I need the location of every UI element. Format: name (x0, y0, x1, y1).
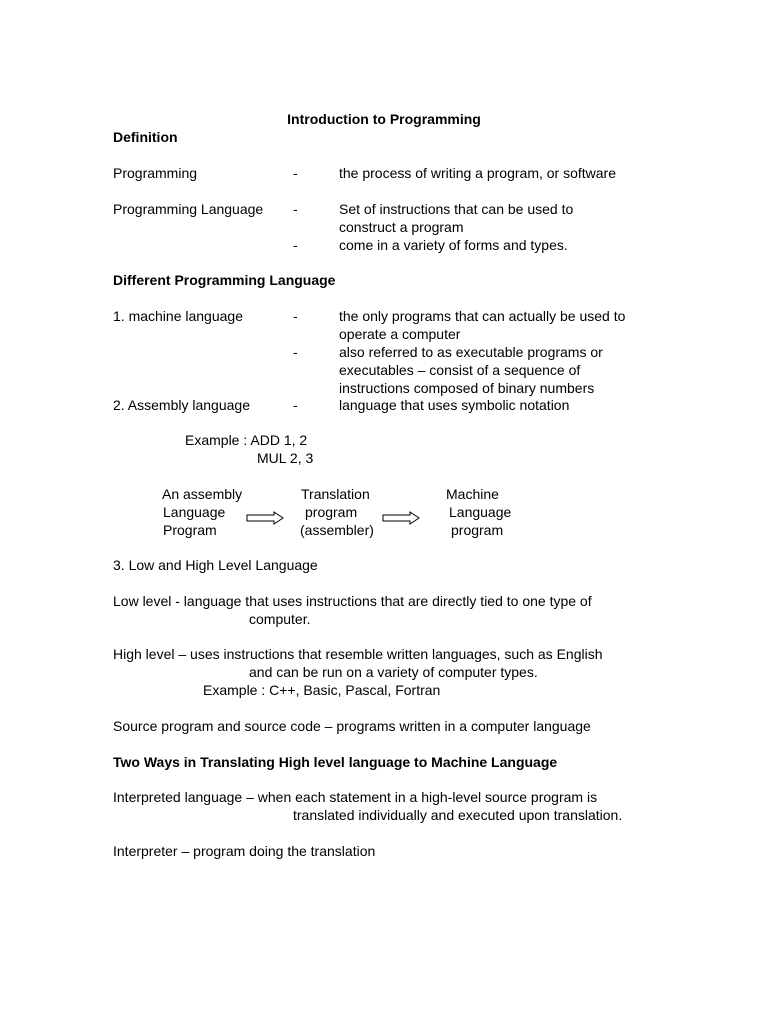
programming-language-dash-1: - (293, 201, 298, 217)
assembly-example-line-2: MUL 2, 3 (257, 450, 314, 466)
programming-language-text-1a: Set of instructions that can be used to (339, 201, 574, 217)
flow-translation-line-2: program (305, 504, 358, 520)
interpreted-language-line-1: Interpreted language – when each statement in a high-level source program is (113, 789, 598, 805)
high-level-line-2: and can be run on a variety of computer types. (249, 664, 538, 680)
source-program-text: Source program and source code – programs written in a computer language (113, 718, 591, 734)
machine-language-text-2b: executables – consist of a sequence of (339, 362, 581, 378)
assembly-language-term: 2. Assembly language (113, 397, 250, 413)
programming-term: Programming (113, 165, 198, 181)
flow-assembly-line-2: Language (163, 504, 226, 520)
page-title: Introduction to Programming (287, 111, 481, 127)
high-level-example: Example : C++, Basic, Pascal, Fortran (203, 682, 441, 698)
machine-language-text-2c: instructions composed of binary numbers (339, 380, 595, 396)
machine-language-dash-2: - (293, 344, 298, 360)
machine-language-dash-1: - (293, 308, 298, 324)
machine-language-text-2a: also referred to as executable programs or (339, 344, 603, 360)
interpreter-text: Interpreter – program doing the translation (113, 843, 376, 859)
flow-machine-line-2: Language (449, 504, 512, 520)
flow-translation-line-3: (assembler) (300, 522, 374, 538)
programming-language-text-1b: construct a program (339, 219, 464, 235)
machine-language-text-1b: operate a computer (339, 326, 461, 342)
right-arrow-icon (246, 511, 284, 525)
low-level-line-2: computer. (249, 611, 311, 627)
assembly-language-text: language that uses symbolic notation (339, 397, 570, 413)
programming-dash: - (293, 165, 298, 181)
low-high-heading: 3. Low and High Level Language (113, 557, 318, 573)
flow-machine-line-1: Machine (446, 486, 499, 502)
translation-heading: Two Ways in Translating High level language to Machine Language (113, 754, 558, 770)
high-level-line-1: High level – uses instructions that resemble written languages, such as English (113, 646, 603, 662)
assembly-language-dash: - (293, 397, 298, 413)
definition-heading: Definition (113, 129, 178, 145)
flow-translation-line-1: Translation (301, 486, 370, 502)
low-level-line-1: Low level - language that uses instructions that are directly tied to one type of (113, 593, 592, 609)
programming-language-term: Programming Language (113, 201, 264, 217)
right-arrow-icon (382, 511, 420, 525)
flow-machine-line-3: program (451, 522, 504, 538)
interpreted-language-line-2: translated individually and executed upon translation. (293, 807, 623, 823)
languages-heading: Different Programming Language (113, 272, 336, 288)
programming-language-dash-2: - (293, 237, 298, 253)
machine-language-term: 1. machine language (113, 308, 243, 324)
flow-assembly-line-1: An assembly (162, 486, 243, 502)
programming-text: the process of writing a program, or software (339, 165, 617, 181)
flow-assembly-line-3: Program (163, 522, 217, 538)
assembly-example-line-1: Example : ADD 1, 2 (185, 432, 308, 448)
programming-language-text-2: come in a variety of forms and types. (339, 237, 568, 253)
machine-language-text-1a: the only programs that can actually be used to (339, 308, 626, 324)
